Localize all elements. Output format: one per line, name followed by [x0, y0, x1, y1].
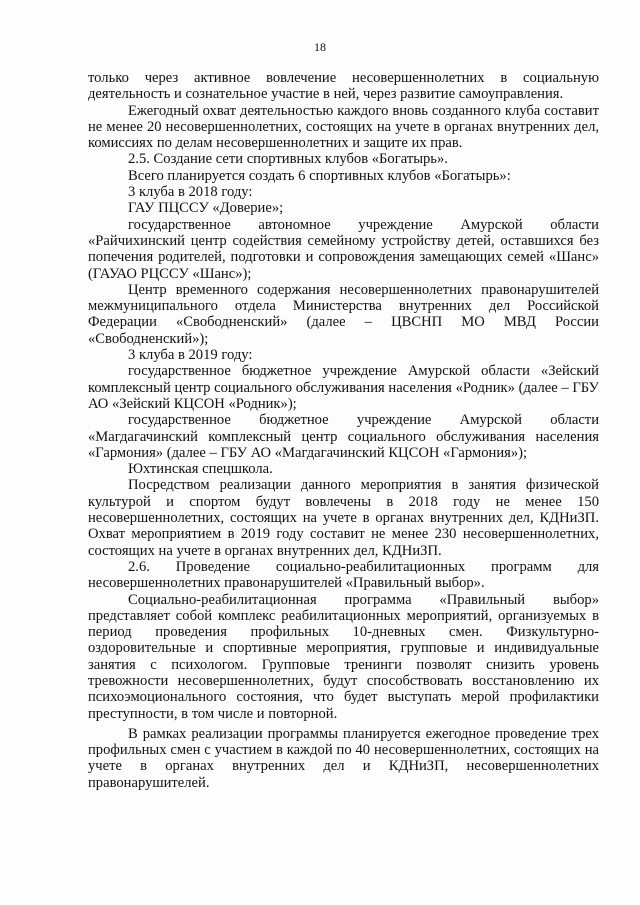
- page-number: 18: [314, 40, 326, 54]
- paragraph: государственное бюджетное учреждение Амурской области «Магдагачинский комплексный центр социального обслуживания населения «Гармония» (далее – ГБУ АО «Магдагачинский КЦСОН «Гармония»);: [88, 412, 599, 461]
- paragraph: Социально-реабилитационная программа «Правильный выбор» представляет собой комплекс реабилитационных мероприятий, организуемых в период проведения профильных 10-дневных смен. Физкультурно-оздоровительные и спортивные мероприятия, групповые и индивидуальные занятия с психологом. Групповые тренинги позволят снизить уровень тревожности несовершеннолетних, будут способствовать восстановлению их психоэмоционального состояния, что будет выступать мерой профилактики преступности, в том числе и повторной.: [88, 591, 599, 722]
- section-heading: 2.6. Проведение социально-реабилитационных программ для несовершеннолетних правонарушителей «Правильный выбор».: [88, 558, 599, 592]
- paragraph: государственное автономное учреждение Амурской области «Райчихинский центр содействия семейному устройству детей, оставшихся без попечения родителей, подготовки и сопровождения замещающих семей «Шанс» (ГАУАО РЦССУ «Шанс»);: [88, 216, 599, 282]
- paragraph: Всего планируется создать 6 спортивных клубов «Богатырь»:: [128, 167, 511, 184]
- paragraph: Посредством реализации данного мероприятия в занятия физической культурой и спортом будут вовлечены в 2018 году не менее 150 несовершеннолетних, состоящих на учете в органах внутренних дел, КДНиЗП. Охват мероприятием в 2019 году составит не менее 230 несовершеннолетних, состоящих на учете в органах внутренних дел, КДНиЗП.: [88, 477, 599, 559]
- paragraph: Центр временного содержания несовершеннолетних правонарушителей межмуниципального отдела Министерства внутренних дел Российской Федерации «Свободненский» (далее – ЦВСНП МО МВД России «Свободненский»);: [88, 281, 599, 347]
- paragraph: Ежегодный охват деятельностью каждого вновь созданного клуба составит не менее 20 несовершеннолетних, состоящих на учете в органах внутренних дел, комиссиях по делам несовершеннолетних и защите их прав.: [88, 102, 599, 152]
- paragraph: 3 клуба в 2018 году:: [128, 184, 253, 201]
- paragraph: В рамках реализации программы планируется ежегодное проведение трех профильных смен с участием в каждой по 40 несовершеннолетних, состоящих на учете в органах внутренних дел и КДНиЗП, несовершеннолетних правонарушителей.: [88, 725, 599, 791]
- paragraph: только через активное вовлечение несовершеннолетних в социальную деятельность и сознательное участие в ней, через развитие самоуправления.: [88, 70, 599, 103]
- paragraph: ГАУ ПЦССУ «Доверие»;: [128, 200, 284, 217]
- document-body: [88, 70, 599, 791]
- paragraph: Юхтинская спецшкола.: [128, 461, 273, 478]
- paragraph: государственное бюджетное учреждение Амурской области «Зейский комплексный центр социального обслуживания населения «Родник» (далее – ГБУ АО «Зейский КЦСОН «Родник»);: [88, 363, 599, 412]
- paragraph: 3 клуба в 2019 году:: [128, 347, 253, 364]
- section-heading: 2.5. Создание сети спортивных клубов «Богатырь».: [128, 151, 448, 168]
